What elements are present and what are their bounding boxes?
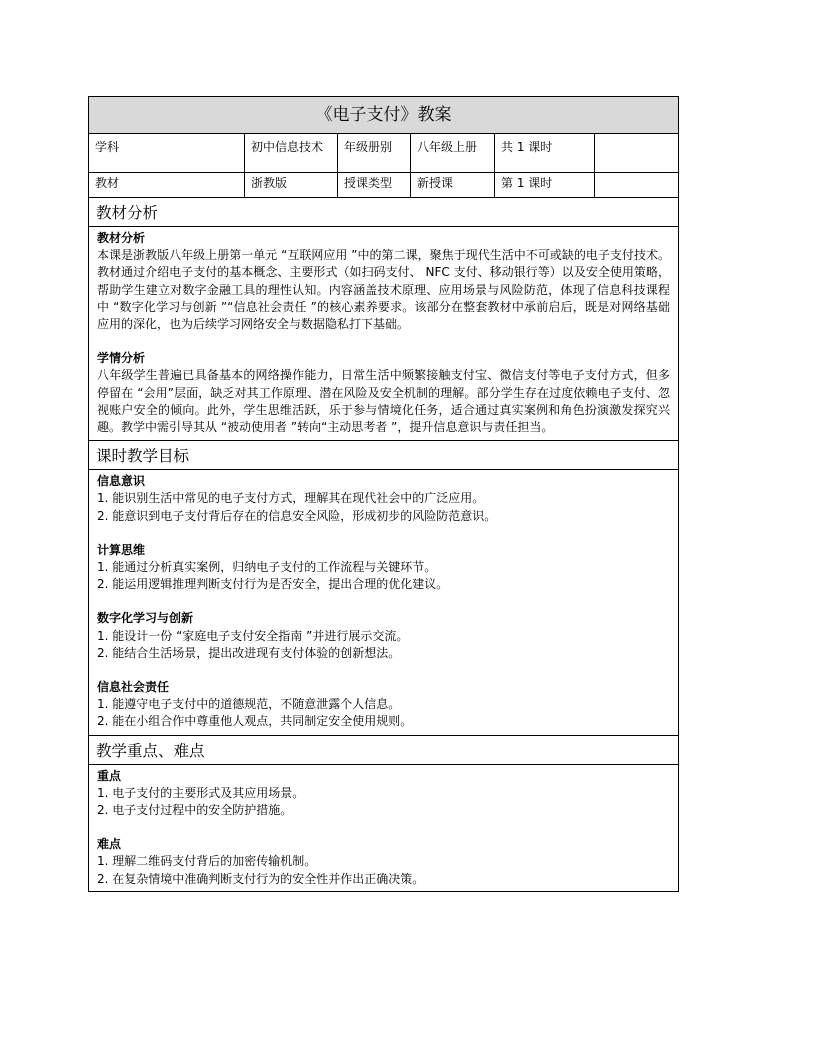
info-row-textbook [89, 173, 678, 198]
learner-analysis-title: 学情分析 [97, 351, 146, 366]
lesson-plan-table [88, 96, 679, 892]
keypoint-list [97, 785, 670, 819]
info-row-subject [89, 134, 678, 173]
spacer [97, 819, 670, 836]
spacer [97, 662, 670, 679]
keypoint-group-title: 难点 [97, 837, 122, 852]
section-body-keypoints [89, 765, 678, 891]
textbook-value: 浙教版 [245, 173, 338, 197]
subject-value: 初中信息技术 [245, 134, 338, 172]
learner-analysis-text: 八年级学生普遍已具备基本的网络操作能力，日常生活中频繁接触支付宝、微信支付等电子支付方式，但多停留在 “会用”层面，缺乏对其工作原理、潜在风险及安全机制的理解。部分学生存在过度依赖电子支付、忽视账户安全的倾向。此外，学生思维活跃，乐于参与情境化任务，适合通过真实案例和角色扮演激发探究兴趣。教学中需引导其从 “被动使用者 ”转向“主动思考者 ”，提升信息意识与责任担当。 [97, 368, 670, 435]
spacer [97, 333, 670, 350]
section-heading-objectives: 课时教学目标 [89, 441, 678, 470]
total-periods: 共 1 课时 [495, 134, 595, 172]
keypoint-group-title: 重点 [97, 768, 122, 783]
list-item: 1. 能识别生活中常见的电子支付方式，理解其在现代社会中的广泛应用。 [97, 491, 485, 506]
period-number: 第 1 课时 [495, 173, 595, 197]
section-body-analysis [89, 227, 678, 441]
objective-group-title: 信息社会责任 [97, 680, 170, 695]
list-item: 1. 能通过分析真实案例，归纳电子支付的工作流程与关键环节。 [97, 560, 437, 575]
section-heading-keypoints: 教学重点、难点 [89, 736, 678, 765]
objective-group-title: 信息意识 [97, 474, 146, 489]
section-heading-analysis: 教材分析 [89, 198, 678, 227]
objective-list [97, 490, 670, 524]
subject-label: 学科 [89, 134, 245, 172]
document-title: 《电子支付》教案 [89, 97, 678, 134]
material-analysis-title: 教材分析 [97, 231, 146, 245]
material-analysis-text: 本课是浙教版八年级上册第一单元 “互联网应用 ”中的第二课，聚焦于现代生活中不可或缺的电子支付技术。教材通过介绍电子支付的基本概念、主要形式（如扫码支付、 NFC 支付、移动银行等）以及安全使用策略，帮助学生建立对数字金融工具的理性认知。内容涵盖技术原理、应用场景与风险防范，体现了信息科技课程中 “数字化学习与创新 ”“信息社会责任 ”的核心素养要求。该部分在整套教材中承前启后，既是对网络基础应用的深化，也为后续学习网络安全与数据隐私打下基础。 [97, 248, 670, 332]
list-item: 2. 能在小组合作中尊重他人观点，共同制定安全使用规则。 [97, 714, 413, 729]
list-item: 1. 电子支付的主要形式及其应用场景。 [97, 785, 305, 800]
list-item: 1. 理解二维码支付背后的加密传输机制。 [97, 854, 317, 869]
spacer [97, 525, 670, 542]
textbook-label: 教材 [89, 173, 245, 197]
grade-label: 年级册别 [338, 134, 411, 172]
spacer [97, 593, 670, 610]
objective-group-title: 数字化学习与创新 [97, 611, 194, 626]
info-empty-cell [595, 173, 678, 197]
list-item: 2. 电子支付过程中的安全防护措施。 [97, 803, 293, 818]
lesson-type-value: 新授课 [411, 173, 495, 197]
list-item: 2. 能结合生活场景，提出改进现有支付体验的创新想法。 [97, 645, 401, 660]
list-item: 1. 能遵守电子支付中的道德规范，不随意泄露个人信息。 [97, 697, 401, 712]
list-item: 2. 在复杂情境中准确判断支付行为的安全性并作出正确决策。 [97, 871, 425, 886]
objective-list [97, 559, 670, 593]
objective-group-title: 计算思维 [97, 542, 146, 557]
keypoint-list [97, 853, 670, 887]
info-empty-cell [595, 134, 678, 172]
lesson-type-label: 授课类型 [338, 173, 411, 197]
objective-list [97, 696, 670, 730]
list-item: 2. 能意识到电子支付背后存在的信息安全风险，形成初步的风险防范意识。 [97, 508, 497, 523]
section-body-objectives [89, 470, 678, 735]
objective-list [97, 628, 670, 662]
list-item: 1. 能设计一份 “家庭电子支付安全指南 ”并进行展示交流。 [97, 628, 409, 643]
list-item: 2. 能运用逻辑推理判断支付行为是否安全，提出合理的优化建议。 [97, 577, 449, 592]
grade-value: 八年级上册 [411, 134, 495, 172]
